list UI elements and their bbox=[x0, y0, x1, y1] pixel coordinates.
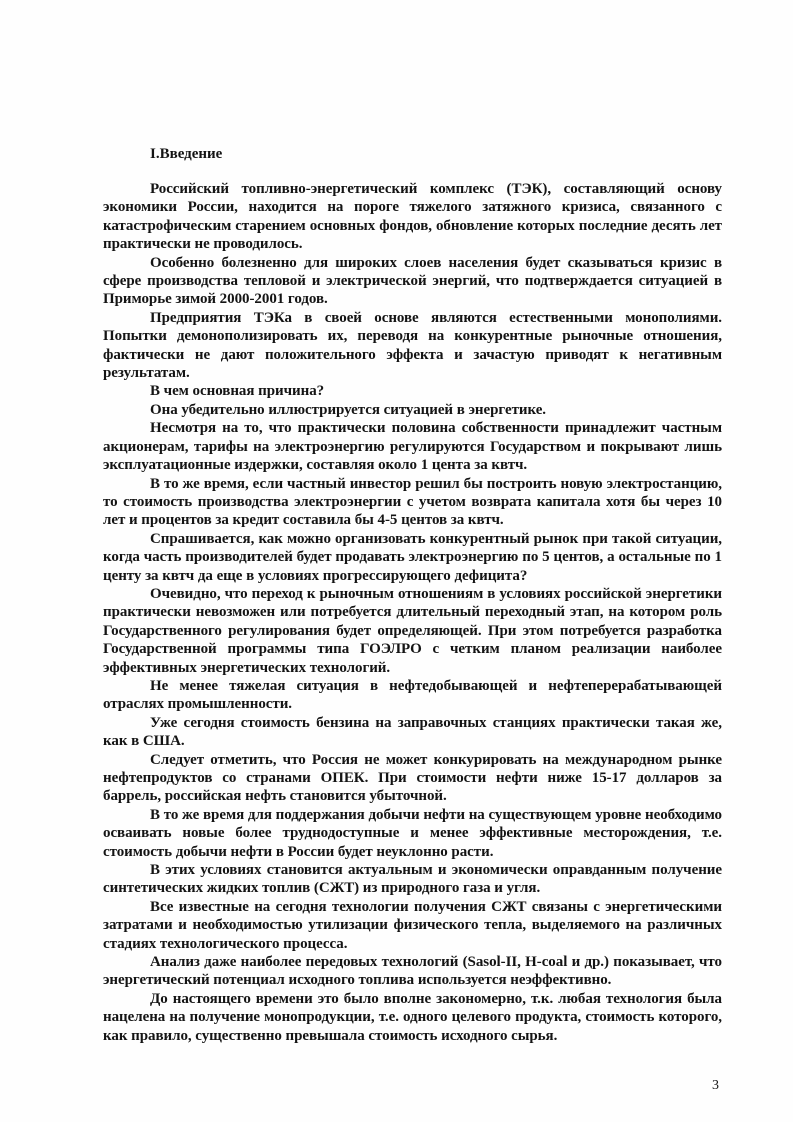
paragraph: Предприятия ТЭКа в своей основе являются естественными монополиями. Попытки демонополизировать их, переводя на конкурентные рыночные отношения, фактически не дают положительного эффекта и зачастую приводят к негативным результатам. bbox=[103, 309, 722, 382]
paragraph: До настоящего времени это было вполне закономерно, т.к. любая технология была нацелена на получение монопродукции, т.е. одного целевого продукта, стоимость которого, как правило, существенно превышала стоимость исходного сырья. bbox=[103, 990, 722, 1044]
paragraph: В чем основная причина? bbox=[150, 383, 325, 400]
body-text bbox=[103, 180, 722, 1045]
paragraph: Очевидно, что переход к рыночным отношениям в условиях российской энергетики практически невозможен или потребуется длительный переходный этап, на котором роль Государственного регулирования будет определяющей. При этом потребуется разработка Государственной программы типа ГОЭЛРО с четким планом реализации наиболее эффективных энергетических технологий. bbox=[103, 585, 722, 676]
section-heading: I.Введение bbox=[150, 146, 223, 162]
paragraph: Следует отметить, что Россия не может конкурировать на международном рынке нефтепродуктов со странами ОПЕК. При стоимости нефти ниже 15-17 долларов за баррель, российская нефть становится убыточной. bbox=[103, 751, 722, 805]
paragraph: Не менее тяжелая ситуация в нефтедобывающей и нефтеперерабатывающей отраслях промышленности. bbox=[103, 677, 722, 713]
paragraph: Несмотря на то, что практически половина собственности принадлежит частным акционерам, тарифы на электроэнергию регулируются Государством и покрывают лишь эксплуатационные издержки, составляя около 1 цента за квтч. bbox=[103, 420, 722, 474]
page-number: 3 bbox=[712, 1078, 719, 1093]
paragraph: В этих условиях становится актуальным и экономически оправданным получение синтетических жидких топлив (СЖТ) из природного газа и угля. bbox=[103, 862, 722, 897]
paragraph: Все известные на сегодня технологии получения СЖТ связаны с энергетическими затратами и необходимостью утилизации физического тепла, выделяемого на различных стадиях технологического процесса. bbox=[103, 898, 722, 952]
paragraph: В то же время для поддержания добычи нефти на существующем уровне необходимо осваивать новые более труднодоступные и менее эффективные месторождения, т.е. стоимость добычи нефти в России будет неуклонно расти. bbox=[103, 806, 722, 860]
paragraph: Уже сегодня стоимость бензина на заправочных станциях практически такая же, как в США. bbox=[103, 714, 722, 750]
paragraph: Анализ даже наиболее передовых технологий (Sasol-II, H-coal и др.) показывает, что энергетический потенциал исходного топлива используется неэффективно. bbox=[103, 954, 722, 989]
paragraph: Спрашивается, как можно организовать конкурентный рынок при такой ситуации, когда часть производителей будет продавать электроэнергию по 5 центов, а остальные по 1 центу за квтч да еще в условиях прогрессирующего дефицита? bbox=[103, 530, 722, 584]
paragraph: Российский топливно-энергетический комплекс (ТЭК), составляющий основу экономики России, находится на пороге тяжелого затяжного кризиса, связанного с катастрофическим старением основных фондов, обновление которых последние десять лет практически не проводилось. bbox=[103, 181, 722, 253]
paragraph: Особенно болезненно для широких слоев населения будет сказываться кризис в сфере производства тепловой и электрической энергий, что подтверждается ситуацией в Приморье зимой 2000-2001 годов. bbox=[103, 254, 722, 308]
paragraph: Она убедительно иллюстрируется ситуацией в энергетике. bbox=[150, 401, 547, 418]
paragraph: В то же время, если частный инвестор решил бы построить новую электростанцию, то стоимость производства электроэнергии с учетом возврата капитала хотя бы через 10 лет и процентов за кредит составила бы 4-5 центов за квтч. bbox=[103, 475, 722, 529]
